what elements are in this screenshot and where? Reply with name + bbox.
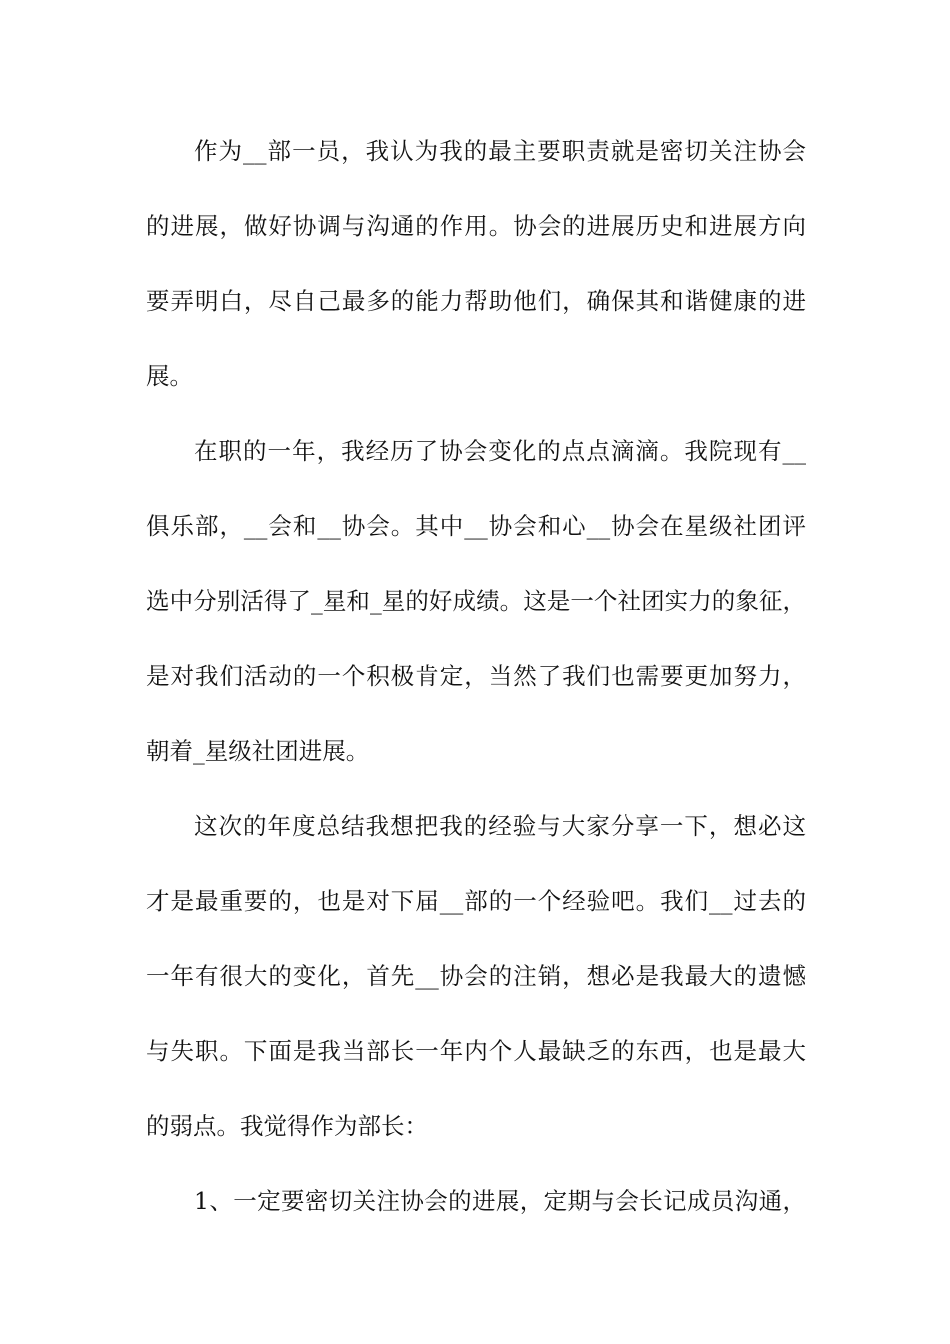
paragraph-2-line-4: 是对我们活动的一个积极肯定，当然了我们也需要更加努力， <box>146 662 806 690</box>
paragraph-1-line-3: 要弄明白，尽自己最多的能力帮助他们，确保其和谐健康的进 <box>146 287 806 315</box>
paragraph-2-line-1: 在职的一年，我经历了协会变化的点点滴滴。我院现有__ <box>194 437 806 465</box>
paragraph-3-line-5: 的弱点。我觉得作为部长： <box>146 1112 428 1140</box>
paragraph-1-line-2: 的进展，做好协调与沟通的作用。协会的进展历史和进展方向 <box>146 212 806 240</box>
paragraph-3-line-2: 才是最重要的，也是对下届__部的一个经验吧。我们__过去的 <box>146 887 806 915</box>
paragraph-3-line-4: 与失职。下面是我当部长一年内个人最缺乏的东西，也是最大 <box>146 1037 806 1065</box>
paragraph-2-line-5: 朝着_星级社团进展。 <box>146 737 370 765</box>
paragraph-4-line-1: 1、一定要密切关注协会的进展，定期与会长记成员沟通， <box>194 1187 806 1215</box>
paragraph-3-line-3: 一年有很大的变化，首先__协会的注销，想必是我最大的遗憾 <box>146 962 806 990</box>
paragraph-1-line-4: 展。 <box>146 362 193 390</box>
paragraph-1-line-1: 作为__部一员，我认为我的最主要职责就是密切关注协会 <box>194 137 806 165</box>
paragraph-3-line-1: 这次的年度总结我想把我的经验与大家分享一下，想必这 <box>194 812 806 840</box>
paragraph-2-line-2: 俱乐部，__会和__协会。其中__协会和心__协会在星级社团评 <box>146 512 806 540</box>
paragraph-2-line-3: 选中分别活得了_星和_星的好成绩。这是一个社团实力的象征， <box>146 587 806 615</box>
